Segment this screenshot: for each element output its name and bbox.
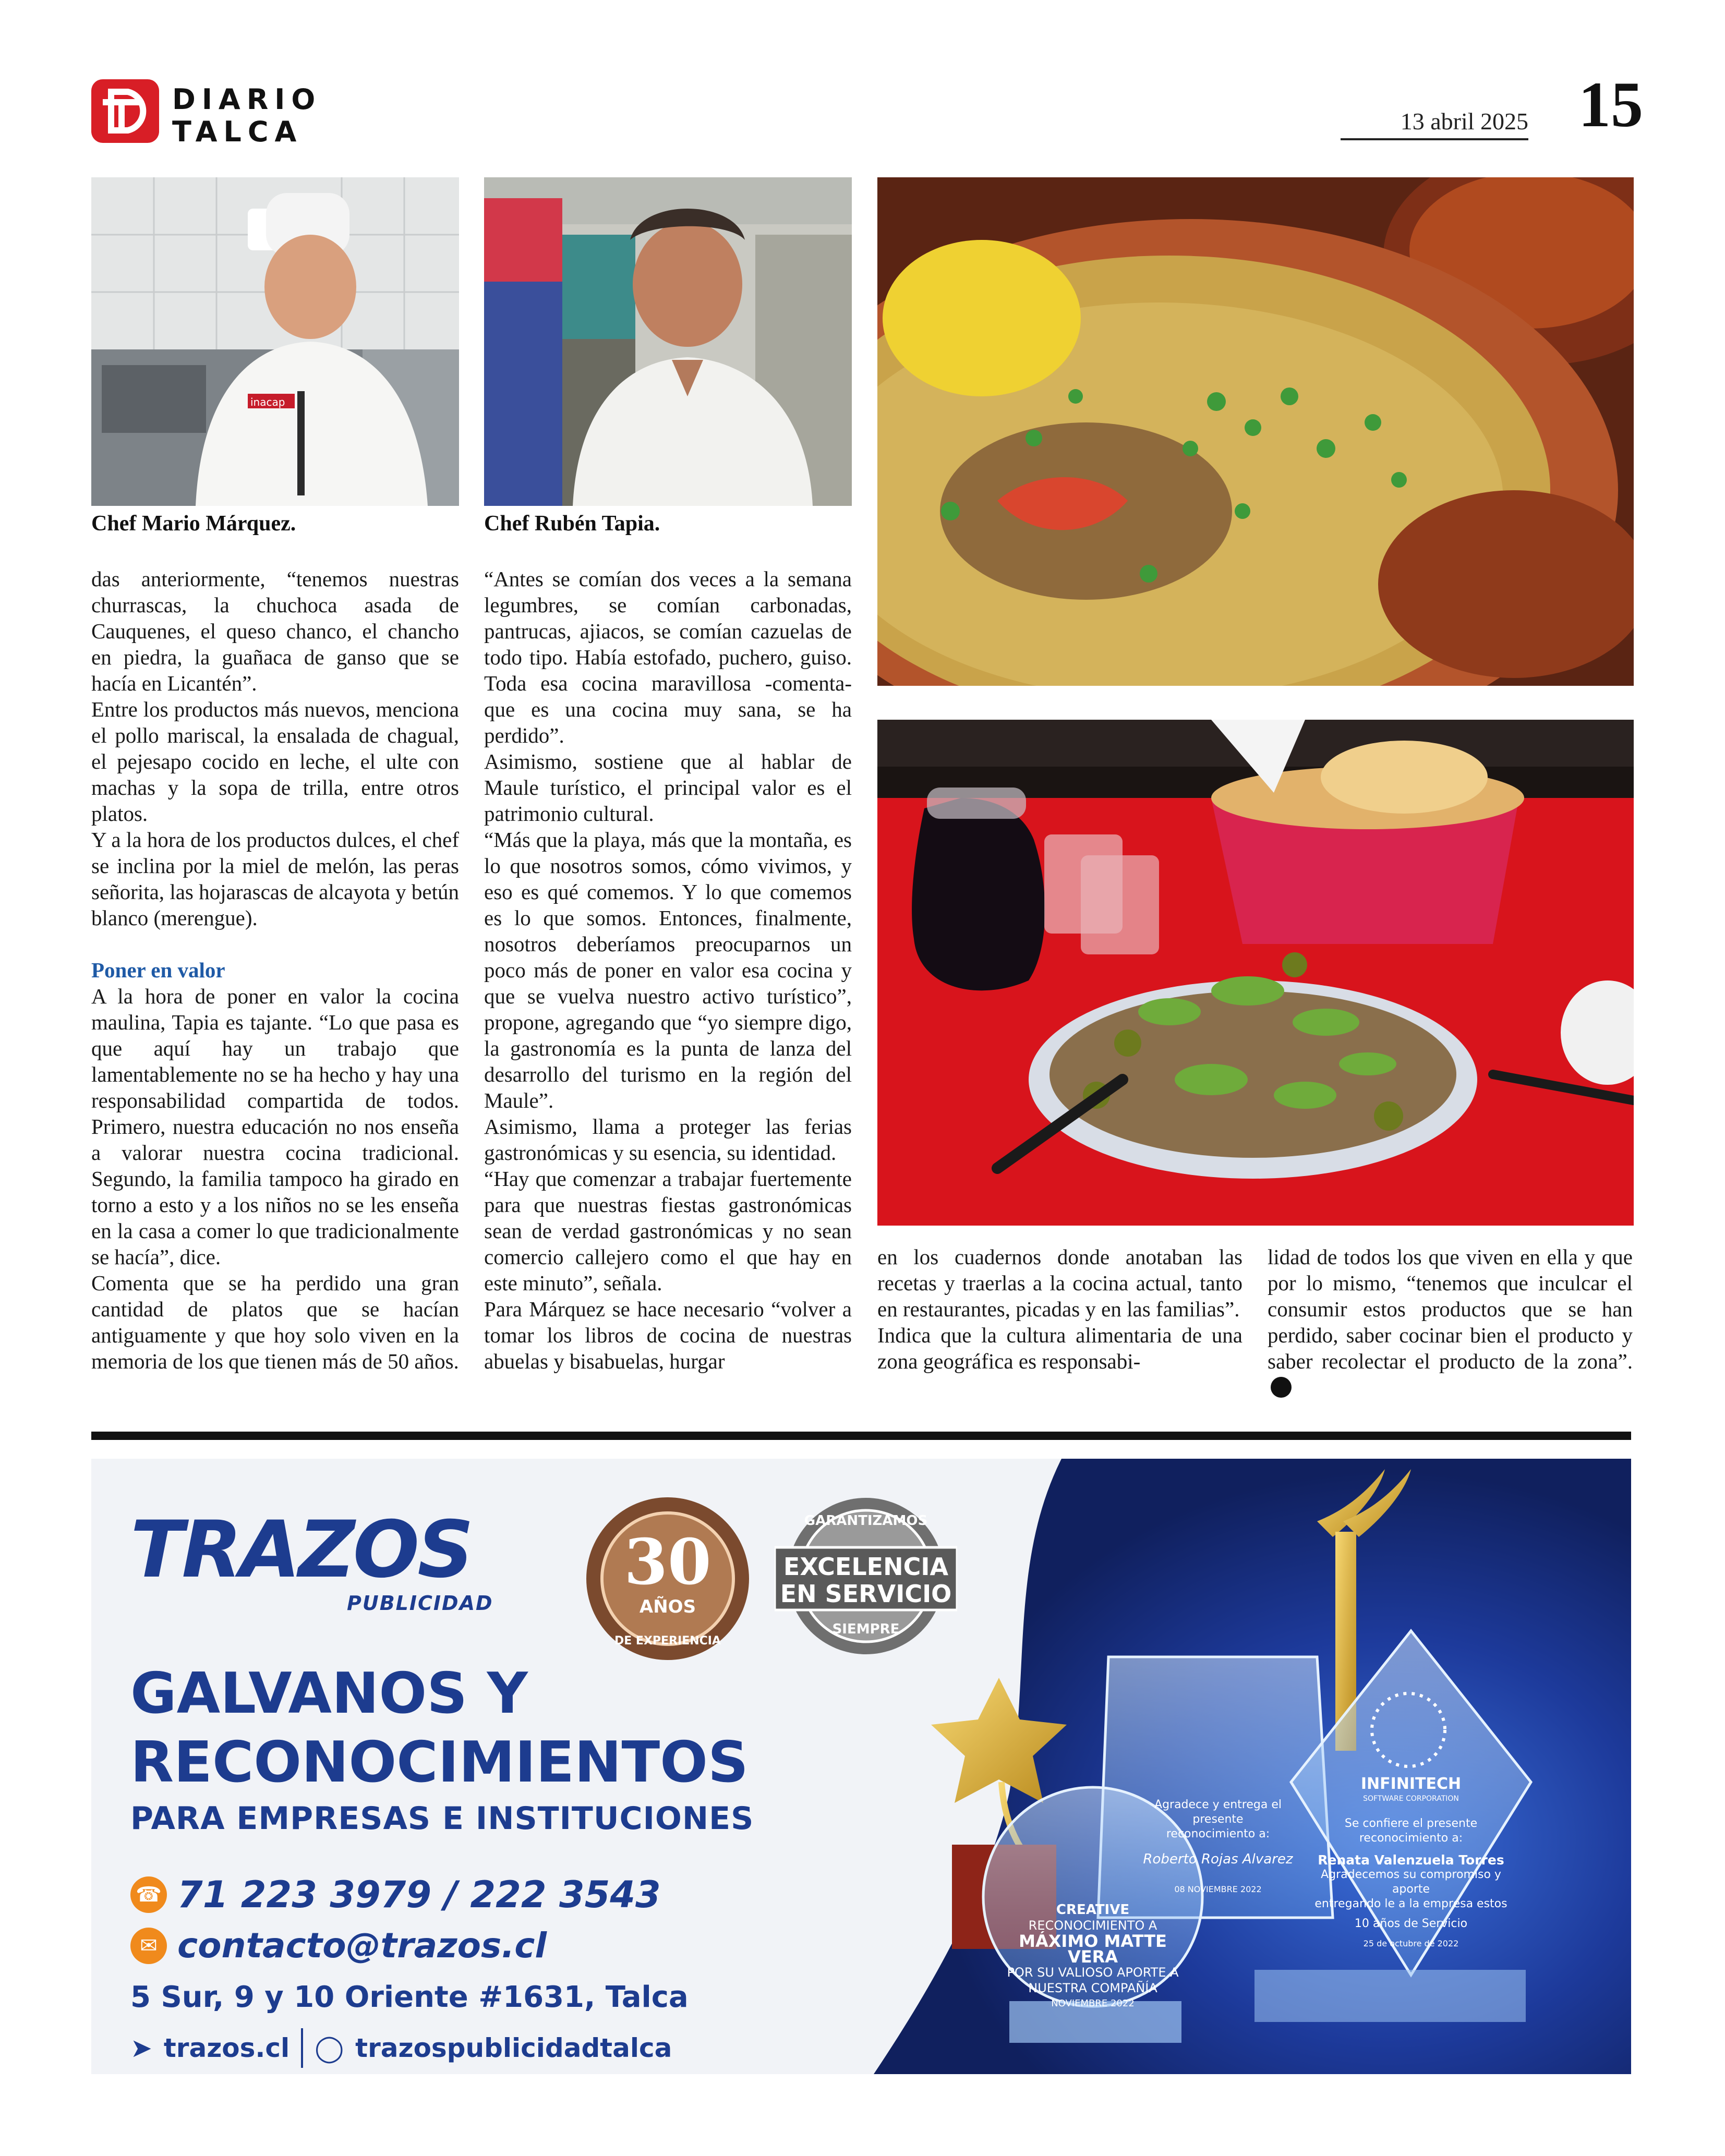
paragraph-final-text: lidad de todos los que viven en ella y que por lo mismo, “tenemos que inculcar el consumir estos productos que se han perdido, saber cocinar bien el producto y saber recolectar el producto de la zona”. xyxy=(1268,1245,1633,1373)
trophy-center-date: 08 NOVIEMBRE 2022 xyxy=(1174,1884,1262,1894)
trophy-right-line3: entregando le a la empresa estos xyxy=(1314,1897,1507,1910)
email-icon: ✉ xyxy=(130,1928,167,1964)
ad-instagram[interactable]: trazospublicidadtalca xyxy=(355,2033,672,2063)
trophy-left-name: MÁXIMO MATTE VERA xyxy=(1019,1931,1167,1967)
ad-headline xyxy=(130,1660,749,1797)
logo-word-1: DIARIO xyxy=(172,83,322,116)
salad-plate-photo xyxy=(877,720,1634,1226)
caption-chef-marquez: Chef Mario Márquez. xyxy=(91,512,296,536)
cazuela-photo xyxy=(877,177,1634,686)
ad-email[interactable]: contacto@trazos.cl xyxy=(177,1925,547,1966)
article-column-2 xyxy=(484,566,852,1374)
page-number: 15 xyxy=(1578,69,1643,140)
ad-social-line xyxy=(130,2028,672,2068)
badge-number: 30 xyxy=(624,1525,711,1599)
trophy-left-line3: POR SU VALIOSO APORTE A xyxy=(1007,1965,1179,1980)
seal-bottom: SIEMPRE xyxy=(832,1621,900,1637)
paragraph: das anteriormente, “tenemos nuestras churrascas, la chuchoca asada de Cauquenes, el queso chanco, el chancho en piedra, la guañaca de ganso que se hacía en Licantén”. xyxy=(91,567,459,695)
article-column-1 xyxy=(91,566,459,1374)
trophy-right-name: Renata Valenzuela Torres xyxy=(1318,1852,1504,1868)
trophy-left-date: NOVIEMBRE 2022 xyxy=(1051,1998,1135,2009)
trophy-center-line2: reconocimiento a: xyxy=(1166,1827,1270,1840)
trophy-right-text xyxy=(1312,1777,1510,1951)
ad-website[interactable]: trazos.cl xyxy=(163,2033,290,2063)
seal-line-2: EN SERVICIO xyxy=(780,1580,952,1608)
cursor-icon: ➤ xyxy=(130,2033,152,2063)
trophy-right-date: 25 de octubre de 2022 xyxy=(1363,1939,1459,1948)
paragraph: “Más que la playa, más que la montaña, es lo que nosotros somos, cómo vivimos, y eso es qué comemos. Y lo que comemos es lo que somos. Entonces, finalmente, nosotros deberíamos preocuparnos un poco más de poner en valor esa cocina y que se vuelva nuestro activo turístico”, propone, agregando que “yo siempre digo, la gastronomía es la punta de lanza del desarrollo del turismo en la región del Maule”. xyxy=(484,828,852,1112)
issue-date: 13 abril 2025 xyxy=(1341,107,1528,140)
ad-email-line xyxy=(130,1925,547,1966)
logo-mark-icon xyxy=(91,79,159,143)
badge-ring-text: DE EXPERIENCIA xyxy=(614,1634,721,1648)
paragraph: Asimismo, llama a proteger las ferias gastronómicas y su esencia, su identidad. xyxy=(484,1115,852,1165)
ad-headline-line-1: GALVANOS Y xyxy=(130,1661,528,1726)
paragraph: Indica que la cultura alimentaria de una zona geográfica es responsabi- xyxy=(877,1323,1243,1373)
seal-top: GARANTIZAMOS xyxy=(804,1513,928,1529)
article-column-3 xyxy=(877,1244,1243,1374)
ad-phone[interactable]: 71 223 3979 / 222 3543 xyxy=(177,1873,661,1916)
ad-subtitle: PARA EMPRESAS E INSTITUCIONES xyxy=(130,1800,754,1837)
paragraph: Para Márquez se hace necesario “volver a tomar los libros de cocina de nuestras abuelas y bisabuelas, hurgar xyxy=(484,1297,852,1373)
trophy-right-line4: 10 años de Servicio xyxy=(1354,1917,1468,1930)
section-divider xyxy=(91,1432,1631,1440)
trophy-left-text xyxy=(999,1902,1187,2012)
trophy-left-line4: NUESTRA COMPAÑÍA xyxy=(1028,1981,1157,1995)
caption-chef-tapia: Chef Rubén Tapia. xyxy=(484,512,660,536)
ad-headline-line-2: RECONOCIMIENTOS xyxy=(130,1730,749,1795)
ad-brand-sub: PUBLICIDAD xyxy=(347,1592,493,1615)
logo-word-2: TALCA xyxy=(172,115,303,148)
trophy-right-line1: Se confiere el presente reconocimiento a: xyxy=(1344,1817,1478,1845)
trophy-center-line1: Agradece y entrega el presente xyxy=(1154,1798,1282,1826)
paragraph: en los cuadernos donde anotaban las recetas y traerlas a la cocina actual, tanto en restaurantes, picadas y en las familias”. xyxy=(877,1245,1243,1321)
chef-tapia-photo xyxy=(484,177,852,506)
ad-phone-line xyxy=(130,1873,661,1916)
paragraph: Y a la hora de los productos dulces, el chef se inclina por la miel de melón, las peras señorita, las hojarascas de alcayota y betún blanco (merengue). xyxy=(91,828,459,930)
30-years-badge xyxy=(584,1495,751,1662)
paragraph: A la hora de poner en valor la cocina maulina, Tapia es tajante. “Lo que pasa es que aquí hay un trabajo que lamentablemente no se ha hecho y hay una responsabilidad compartida de todos. Primero, nuestra educación no nos enseña a valorar nuestra cocina tradicional. Segundo, la familia tampoco ha girado en torno a esto y a los niños no se les enseña en la casa a comer lo que tradicionalmente se hacía”, dice. xyxy=(91,984,459,1269)
ad-separator xyxy=(301,2028,303,2068)
instagram-icon: ◯ xyxy=(315,2033,344,2063)
end-mark-icon xyxy=(1271,1377,1292,1398)
paragraph: “Antes se comían dos veces a la semana legumbres, se comían carbonadas, pantrucas, ajiacos, se comían cazuelas de todo tipo. Había estofado, puchero, guiso. Toda esa cocina maravillosa -comenta- que es una cocina muy sana, se ha perdido”. xyxy=(484,567,852,747)
ad-brand: TRAZOS xyxy=(130,1505,472,1595)
seal-line-1: EXCELENCIA xyxy=(783,1553,949,1581)
chef-marquez-photo xyxy=(91,177,459,506)
badge-word: AÑOS xyxy=(639,1596,696,1617)
subhead-poner-en-valor: Poner en valor xyxy=(91,958,225,982)
trophy-center-text xyxy=(1135,1798,1301,1897)
trazos-advertisement xyxy=(91,1459,1631,2074)
paragraph: “Hay que comenzar a trabajar fuertemente para que nuestras fiestas gastronómicas sean de verdad gastronómicas y no sean comercio callejero como el que hay en este minuto”, señala. xyxy=(484,1167,852,1295)
trophy-right-line2: Agradecemos su compromiso y aporte xyxy=(1321,1868,1501,1896)
article-column-4 xyxy=(1268,1244,1633,1400)
logo-wordmark xyxy=(172,83,321,148)
trophy-center-name: Roberto Rojas Alvarez xyxy=(1143,1851,1293,1867)
excellence-seal xyxy=(775,1493,957,1660)
paragraph: Entre los productos más nuevos, menciona el pollo mariscal, la ensalada de chagual, el pejesapo cocido en leche, el ulte con machas y la sopa de trilla, entre otros platos. xyxy=(91,697,459,826)
ad-address: 5 Sur, 9 y 10 Oriente #1631, Talca xyxy=(130,1980,689,2014)
trophy-left-brand: CREATIVE xyxy=(1056,1902,1130,1918)
paragraph: Asimismo, sostiene que al hablar de Maule turístico, el principal valor es el patrimonio cultural. xyxy=(484,749,852,826)
paragraph: Comenta que se ha perdido una gran cantidad de platos que se hacían antiguamente y que hoy solo viven en la memoria de los que tienen más de 50 años. xyxy=(91,1271,459,1373)
jacket-text: inacap xyxy=(250,396,285,408)
trophy-left-line1: RECONOCIMIENTO A xyxy=(1028,1918,1157,1933)
paragraph-final xyxy=(1268,1244,1633,1400)
phone-icon: ☎ xyxy=(130,1876,167,1913)
trophy-right-brand: INFINITECH xyxy=(1360,1775,1462,1793)
trophy-right-brand-sub: SOFTWARE CORPORATION xyxy=(1363,1795,1459,1803)
